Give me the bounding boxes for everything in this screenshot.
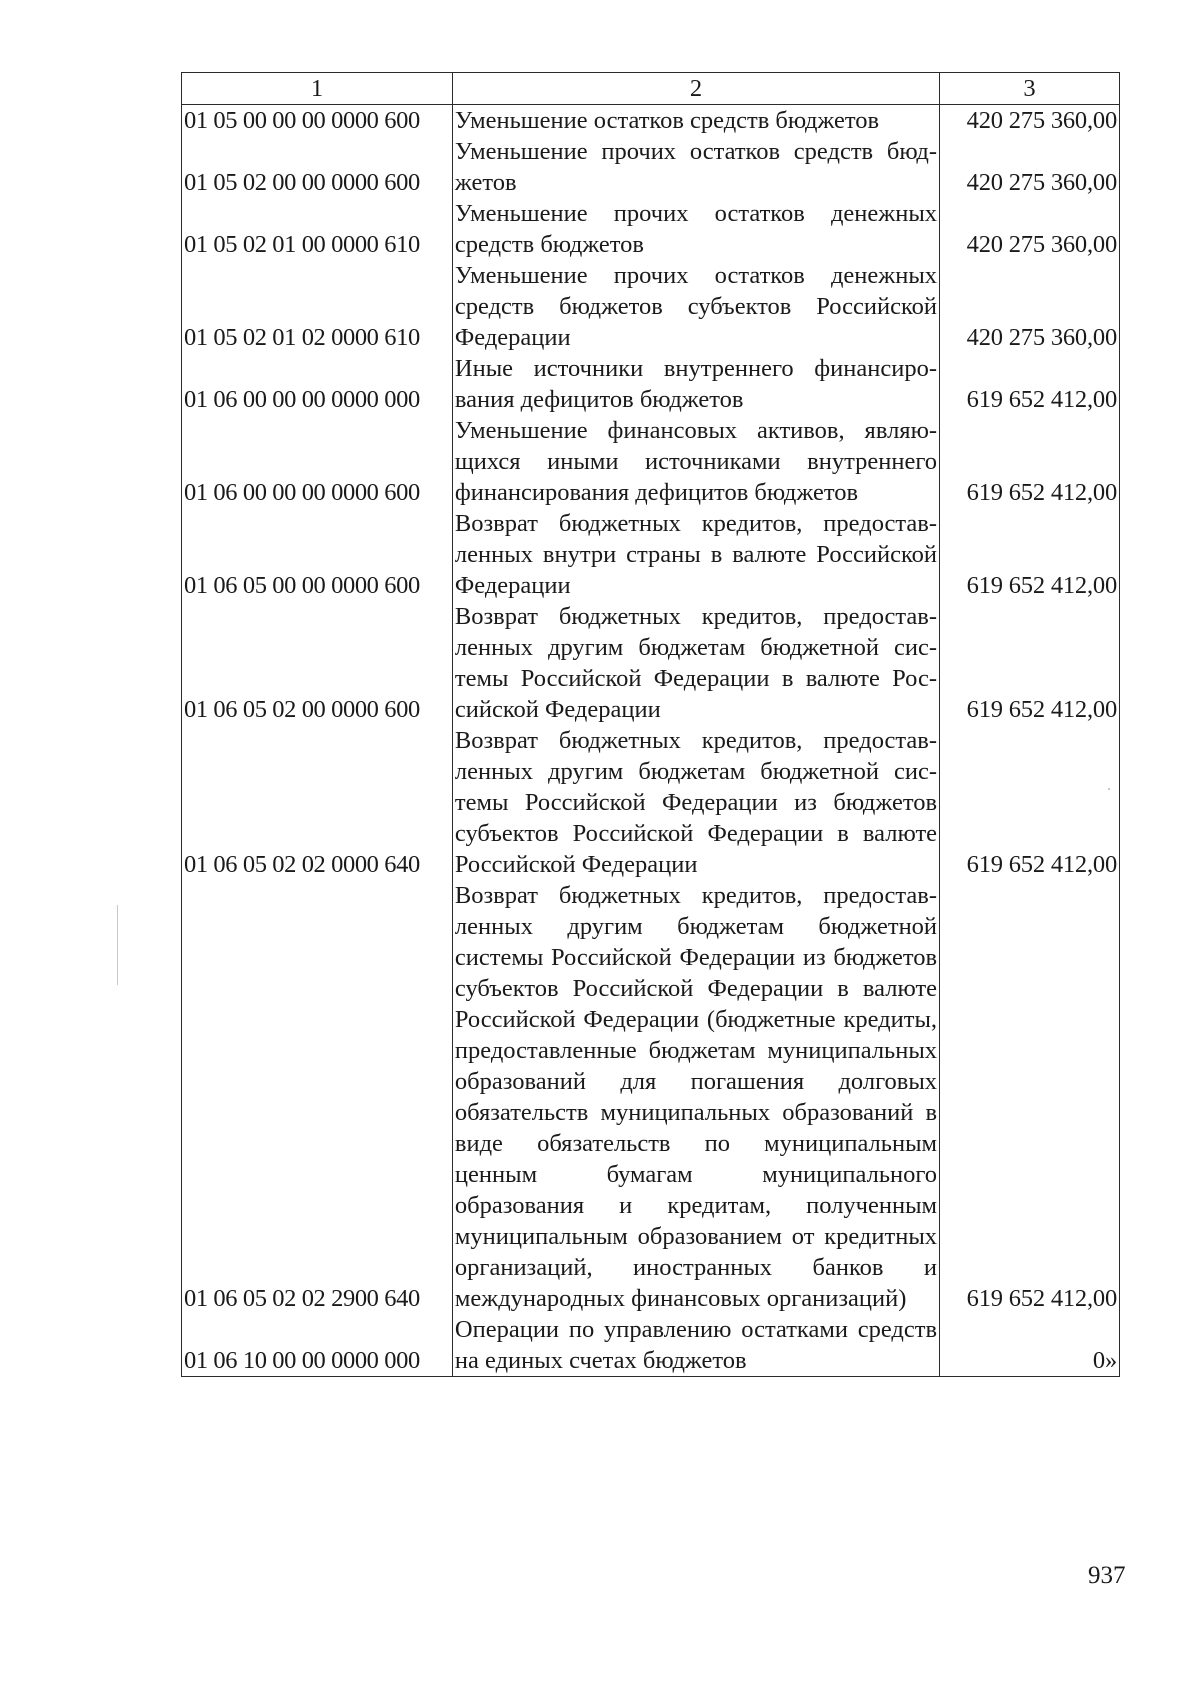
row-amount: 619 652 412,00: [940, 601, 1120, 725]
row-code: 01 05 02 00 00 0000 600: [182, 136, 453, 198]
table-row: [182, 601, 1120, 725]
scan-mark-left: [117, 905, 118, 985]
row-amount: 420 275 360,00: [940, 198, 1120, 260]
row-code: 01 06 10 00 00 0000 000: [182, 1314, 453, 1377]
column-header-1: 1: [182, 73, 453, 105]
row-amount: 420 275 360,00: [940, 260, 1120, 353]
table-header-row: [182, 73, 1120, 105]
row-code: 01 06 05 00 00 0000 600: [182, 508, 453, 601]
scan-mark-dot: [1108, 788, 1110, 790]
row-amount: 619 652 412,00: [940, 415, 1120, 508]
page-number: 937: [1088, 1562, 1126, 1589]
row-amount: 420 275 360,00: [940, 136, 1120, 198]
row-amount: 619 652 412,00: [940, 353, 1120, 415]
row-code: 01 05 02 01 00 0000 610: [182, 198, 453, 260]
table-row: [182, 260, 1120, 353]
table-row: [182, 508, 1120, 601]
row-name: Иные источники внутреннего финансирования дефицитов бюджетов: [452, 353, 939, 415]
table-row: [182, 198, 1120, 260]
table-row: [182, 136, 1120, 198]
row-code: 01 06 05 02 02 0000 640: [182, 725, 453, 880]
row-amount: 420 275 360,00: [940, 105, 1120, 137]
row-name: Возврат бюджетных кредитов, предоставленных внутри страны в валюте Российской Федерации: [452, 508, 939, 601]
row-amount: 619 652 412,00: [940, 508, 1120, 601]
row-code: 01 06 00 00 00 0000 600: [182, 415, 453, 508]
row-amount: 619 652 412,00: [940, 880, 1120, 1314]
table-row: [182, 1314, 1120, 1377]
column-header-2: 2: [452, 73, 939, 105]
table-row: [182, 415, 1120, 508]
row-code: 01 06 05 02 00 0000 600: [182, 601, 453, 725]
row-name: Возврат бюджетных кредитов, предоставленных другим бюджетам бюджетной системы Российской Федерации из бюджетов субъектов Российской Федерации в валюте Российской Федерации (бюджетные кредиты, предоставленные бюджетам муниципальных образований для погашения долговых обязательств муниципальных образований в виде обязательств по муниципальным ценным бумагам муниципального образования и кредитам, полученным муниципальным образованием от кредитных организаций, иностранных банков и международных финансовых организаций): [452, 880, 939, 1314]
row-code: 01 05 00 00 00 0000 600: [182, 105, 453, 137]
row-name: Операции по управлению остатками средств на единых счетах бюджетов: [452, 1314, 939, 1377]
budget-sources-table: [181, 72, 1120, 1377]
table-row: [182, 105, 1120, 137]
row-name: Возврат бюджетных кредитов, предоставленных другим бюджетам бюджетной системы Российской Федерации из бюджетов субъектов Российской Федерации в валюте Российской Федерации: [452, 725, 939, 880]
row-name: Уменьшение остатков средств бюджетов: [452, 105, 939, 137]
row-code: 01 06 00 00 00 0000 000: [182, 353, 453, 415]
row-name: Уменьшение прочих остатков денежных средств бюджетов: [452, 198, 939, 260]
row-code: 01 05 02 01 02 0000 610: [182, 260, 453, 353]
table-row: [182, 353, 1120, 415]
row-amount: 619 652 412,00: [940, 725, 1120, 880]
row-amount: 0»: [940, 1314, 1120, 1377]
row-name: Возврат бюджетных кредитов, предоставленных другим бюджетам бюджетной системы Российской Федерации в валюте Российской Федерации: [452, 601, 939, 725]
row-code: 01 06 05 02 02 2900 640: [182, 880, 453, 1314]
row-name: Уменьшение прочих остатков денежных средств бюджетов субъектов Российской Федерации: [452, 260, 939, 353]
row-name: Уменьшение финансовых активов, являющихся иными источниками внутреннего финансирования дефицитов бюджетов: [452, 415, 939, 508]
row-name: Уменьшение прочих остатков средств бюджетов: [452, 136, 939, 198]
column-header-3: 3: [940, 73, 1120, 105]
table-row: [182, 880, 1120, 1314]
table-row: [182, 725, 1120, 880]
